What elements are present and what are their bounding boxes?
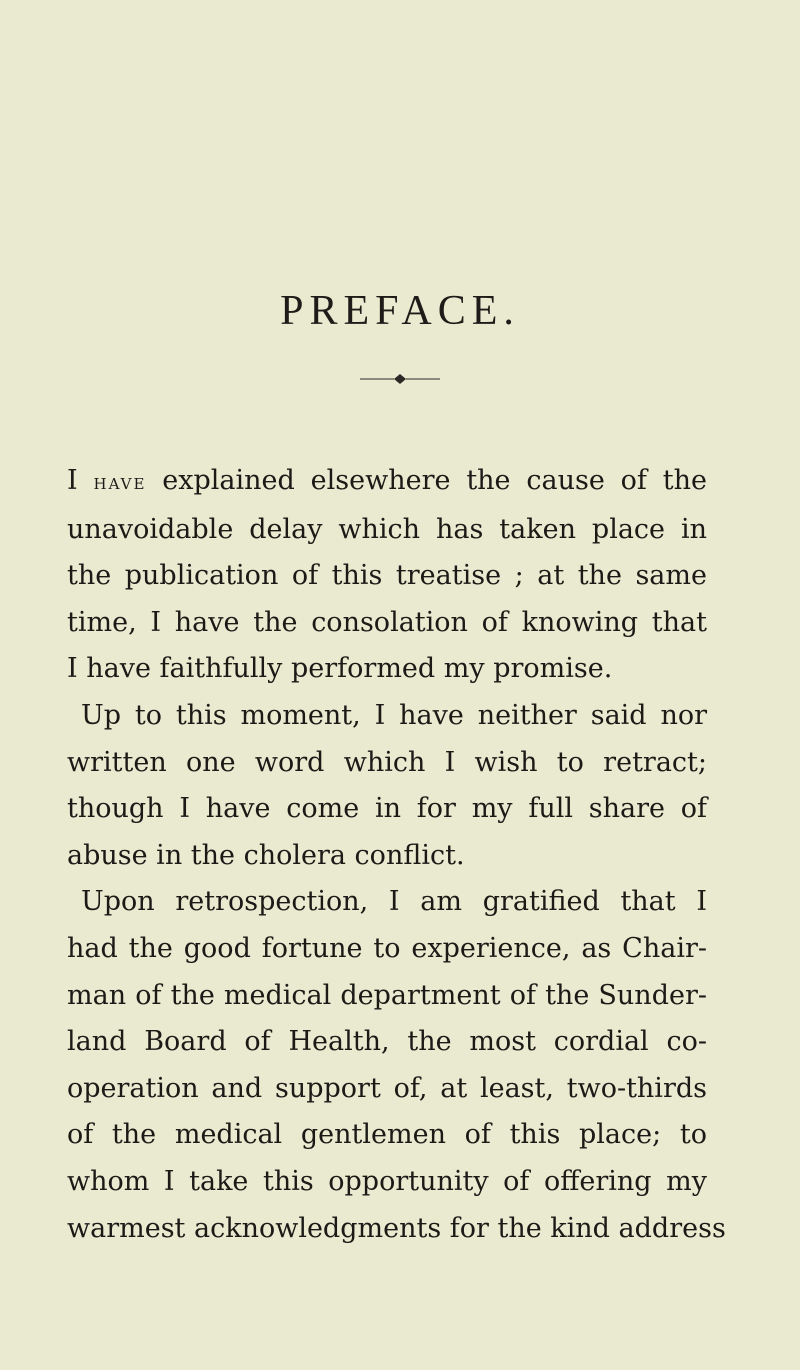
- text-line: Upon retrospection, I am gratified that I: [81, 886, 707, 918]
- text-line: [67, 458, 707, 507]
- text-line: whom I take this opportunity of offering my: [67, 1165, 707, 1197]
- text-line: abuse in the cholera conflict.: [67, 839, 465, 871]
- text-line: though I have come in for my full share of: [67, 793, 707, 825]
- text-line: land Board of Health, the most cordial co-: [67, 1026, 707, 1058]
- text-line: warmest acknowledgments for the kind address: [67, 1212, 726, 1244]
- paragraph-3: [67, 879, 726, 1252]
- text-line: unavoidable delay which has taken place in: [67, 513, 707, 545]
- line-rest: explained elsewhere the cause of the: [146, 465, 707, 496]
- text-line: Up to this moment, I have neither said nor: [81, 699, 707, 731]
- text-line: had the good fortune to experience, as Chair-: [67, 932, 707, 964]
- paragraph-1: [67, 458, 707, 693]
- text-line: I have faithfully performed my promise.: [67, 653, 613, 685]
- text-line: man of the medical department of the Sunder-: [67, 979, 707, 1011]
- page-title: PREFACE.: [280, 288, 520, 334]
- small-caps-word: have: [93, 470, 147, 495]
- text-line: operation and support of, at least, two-thirds: [67, 1072, 707, 1104]
- preface-body: [67, 458, 726, 1252]
- text-line: the publication of this treatise ; at the same: [67, 560, 707, 592]
- text-line: written one word which I wish to retract;: [67, 746, 707, 778]
- text-line: of the medical gentlemen of this place; to: [67, 1119, 707, 1151]
- text-line: time, I have the consolation of knowing that: [67, 606, 707, 638]
- paragraph-2: [67, 693, 707, 879]
- diamond-rule-ornament: [350, 372, 450, 386]
- initial-letter: I: [67, 465, 78, 496]
